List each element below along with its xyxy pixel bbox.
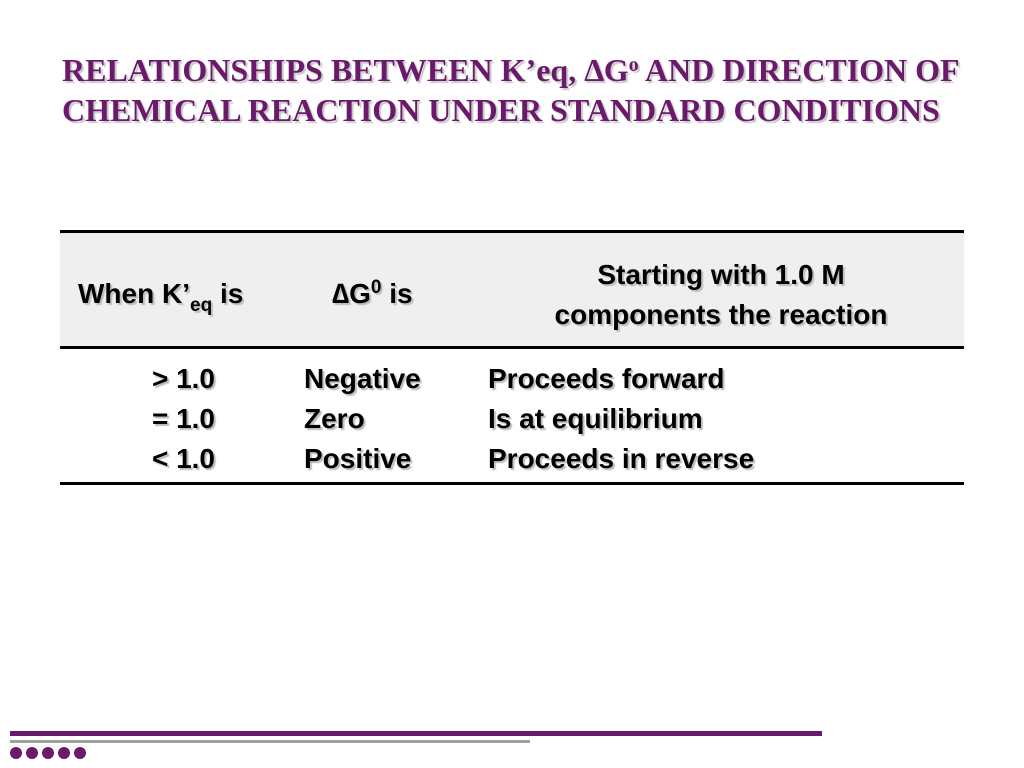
table-body	[60, 349, 964, 485]
footer-dot-icon	[42, 747, 54, 759]
table-header-row	[60, 230, 964, 349]
footer-accent-line	[10, 731, 822, 736]
delta-g-value: Negative	[304, 363, 421, 394]
footer-gray-line	[10, 740, 530, 743]
footer-dots	[10, 747, 86, 761]
direction-value: Proceeds in reverse	[488, 443, 755, 474]
footer-dot-icon	[26, 747, 38, 759]
keq-value: > 1.0	[151, 363, 215, 394]
slide-title	[62, 50, 962, 130]
header-delta-g	[332, 278, 413, 310]
title-superscript: o	[628, 54, 639, 76]
keq-value: < 1.0	[151, 443, 215, 474]
delta-g-value: Positive	[304, 443, 412, 474]
direction-value: Is at equilibrium	[488, 403, 703, 434]
header-delta-g-main: ∆G	[332, 278, 371, 309]
relationship-table	[60, 230, 964, 485]
title-part-1: RELATIONSHIPS BETWEEN K’eq, ∆G	[62, 52, 629, 88]
direction-value: Proceeds forward	[488, 363, 725, 394]
column-direction-values	[488, 359, 754, 479]
header-keq-tail: is	[212, 278, 244, 309]
header-delta-g-superscript: 0	[370, 277, 382, 298]
delta-g-value: Zero	[304, 403, 365, 434]
keq-value: = 1.0	[151, 403, 215, 434]
footer-dot-icon	[58, 747, 70, 759]
footer-dot-icon	[10, 747, 22, 759]
column-keq-values	[60, 359, 215, 479]
footer-dot-icon	[74, 747, 86, 759]
column-delta-g-values	[304, 359, 421, 479]
header-keq-subscript: eq	[190, 295, 213, 316]
header-keq	[78, 278, 244, 316]
header-direction: Starting with 1.0 M components the reaction	[554, 259, 888, 330]
header-keq-main: When K’	[78, 278, 190, 309]
title-part-2: AND DIRECTION OF CHEMICAL REACTION UNDER STANDARD CONDITIONS	[62, 52, 959, 128]
header-delta-g-tail: is	[381, 278, 413, 309]
